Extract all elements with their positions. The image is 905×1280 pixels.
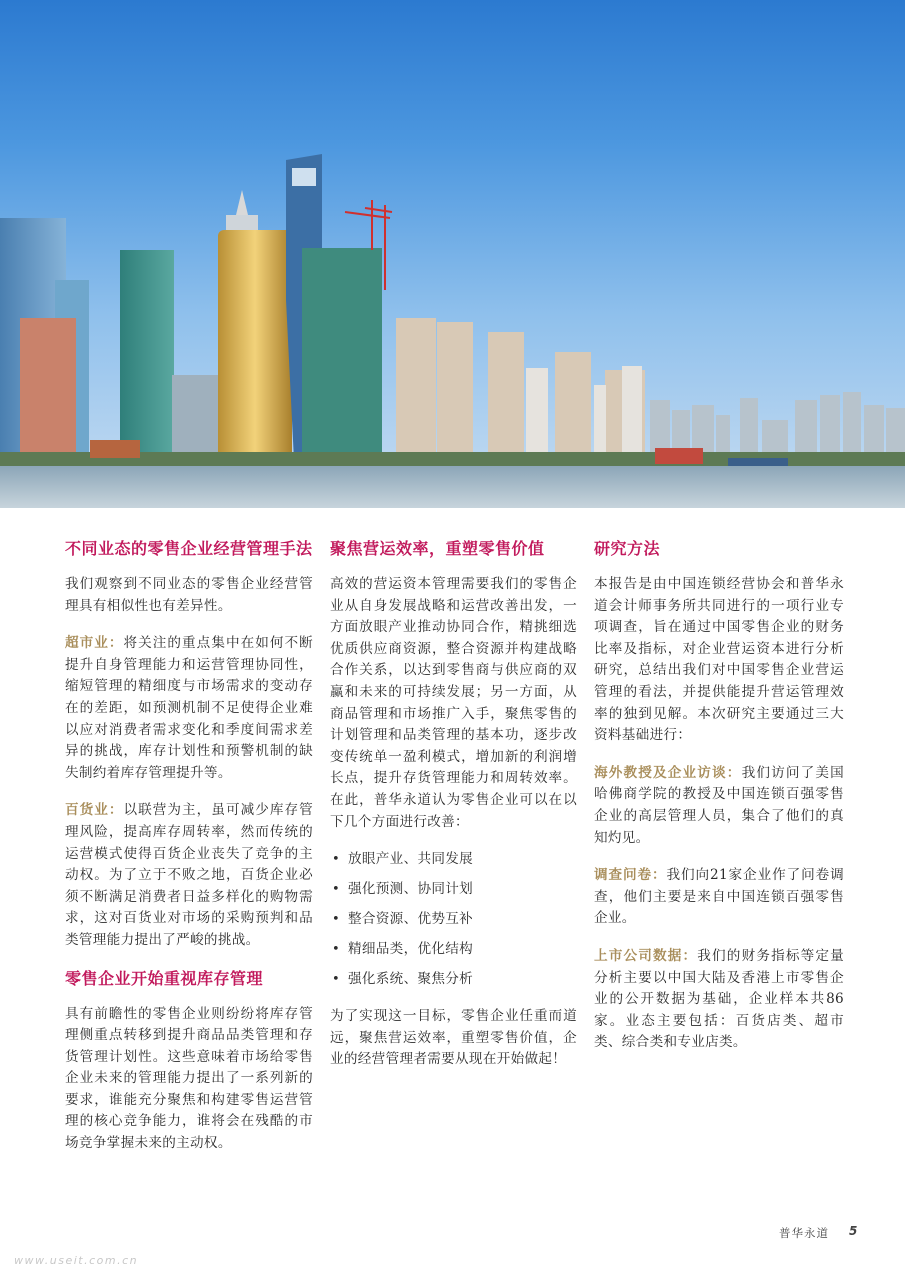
bullet-icon: • xyxy=(332,972,340,988)
supermarket-paragraph xyxy=(65,633,313,784)
survey-text: 我们向21家企业作了问卷调查，他们主要是来自中国连锁百强零售企业。 xyxy=(594,867,844,927)
bullet-icon: • xyxy=(332,852,340,868)
watermark: www.useit.com.cn xyxy=(14,1254,139,1267)
heading-efficiency: 聚焦营运效率，重塑零售价值 xyxy=(330,539,545,558)
department-text: 以联营为主，虽可减少库存管理风险，提高库存周转率，然而传统的运营模式使得百货企业丧失了竞争的主动权。为了立于不败之地，百货企业必须不断满足消费者日益多样化的购物需求，这对百货业对市场的采购预判和品类管理能力提出了严峻的挑战。 xyxy=(65,802,313,948)
data-label: 上市公司数据： xyxy=(594,947,698,964)
survey-paragraph xyxy=(594,865,844,930)
efficiency-paragraph: 高效的营运资本管理需要我们的零售企业从自身发展战略和运营改善出发，一方面放眼产业推动协同合作，精挑细选优质供应商资源，整合资源并构建战略合作关系，以达到零售商与供应商的双赢和未来的可持续发展；另一方面，从商品管理和市场推广入手，聚焦零售的计划管理和品类管理的基本功，逐步改变传统单一盈利模式，增加新的利润增长点，提升存货管理能力和周转效率。在此，普华永道认为零售企业可以在以下几个方面进行改善： xyxy=(330,576,577,830)
bullet-icon: • xyxy=(332,942,340,958)
publisher-name: 普华永道 xyxy=(779,1226,829,1240)
survey-label: 调查问卷： xyxy=(594,867,667,884)
list-item: • 整合资源、优势互补 xyxy=(330,909,577,930)
supermarket-label: 超市业： xyxy=(65,635,124,652)
department-paragraph xyxy=(65,800,313,951)
heading-retail-formats: 不同业态的零售企业经营管理手法 xyxy=(65,539,313,558)
data-text: 我们的财务指标等定量分析主要以中国大陆及香港上市零售企业的公开数据为基础，企业样本共86家。业态主要包括：百货店类、超市类、综合类和专业店类。 xyxy=(594,947,844,1051)
inventory-paragraph: 具有前瞻性的零售企业则纷纷将库存管理侧重点转移到提升商品品类管理和存货管理计划性。这些意味着市场给零售企业未来的管理能力提出了一系列新的要求，谁能充分聚焦和构建零售运营管理的核心竞争能力，谁将会在残酷的市场竞争掌握未来的主动权。 xyxy=(65,1005,313,1152)
skyline-illustration xyxy=(0,0,905,508)
data-paragraph xyxy=(594,946,844,1054)
interview-paragraph xyxy=(594,763,844,849)
column-1 xyxy=(65,538,313,1171)
interview-label: 海外教授及企业访谈： xyxy=(594,764,742,781)
page-number: 5 xyxy=(849,1224,858,1238)
column-3 xyxy=(594,538,844,1070)
page-footer xyxy=(0,1225,905,1245)
skyline-photo xyxy=(0,0,905,508)
closing-paragraph: 为了实现这一目标，零售企业任重而道远，聚焦营运效率，重塑零售价值，企业的经营管理者需要从现在开始做起！ xyxy=(330,1008,577,1068)
methodology-paragraph: 本报告是由中国连锁经营协会和普华永道会计师事务所共同进行的一项行业专项调查，旨在通过中国零售企业的财务比率及指标，对企业营运资本进行分析研究，总结出我们对中国零售企业营运管理的看法，并提供能提升营运管理效率的独到见解。本次研究主要通过三大资料基础进行： xyxy=(594,576,844,744)
supermarket-text: 将关注的重点集中在如何不断提升自身管理能力和运营管理协同性，缩短管理的精细度与市场需求的变动存在的差距，如预测机制不足使得企业难以应对消费者需求变化和季度间需求差异的挑战，库存计划性和预警机制的缺失制约着库存管理提升等。 xyxy=(65,635,313,781)
interview-text: 我们访问了美国哈佛商学院的教授及中国连锁百强零售企业的高层管理人员，集合了他们的真知灼见。 xyxy=(594,764,844,846)
list-item: • 放眼产业、共同发展 xyxy=(330,849,577,870)
heading-inventory: 零售企业开始重视库存管理 xyxy=(65,968,264,988)
bullet-icon: • xyxy=(332,882,340,898)
heading-methodology: 研究方法 xyxy=(594,539,661,558)
intro-paragraph: 我们观察到不同业态的零售企业经营管理具有相似性也有差异性。 xyxy=(65,576,313,614)
list-item: • 精细品类，优化结构 xyxy=(330,939,577,960)
column-2 xyxy=(330,538,577,1087)
department-label: 百货业： xyxy=(65,802,124,819)
list-item: • 强化系统、聚焦分析 xyxy=(330,969,577,990)
list-item: • 强化预测、协同计划 xyxy=(330,879,577,900)
bullet-icon: • xyxy=(332,912,340,928)
improvement-list xyxy=(330,849,577,990)
